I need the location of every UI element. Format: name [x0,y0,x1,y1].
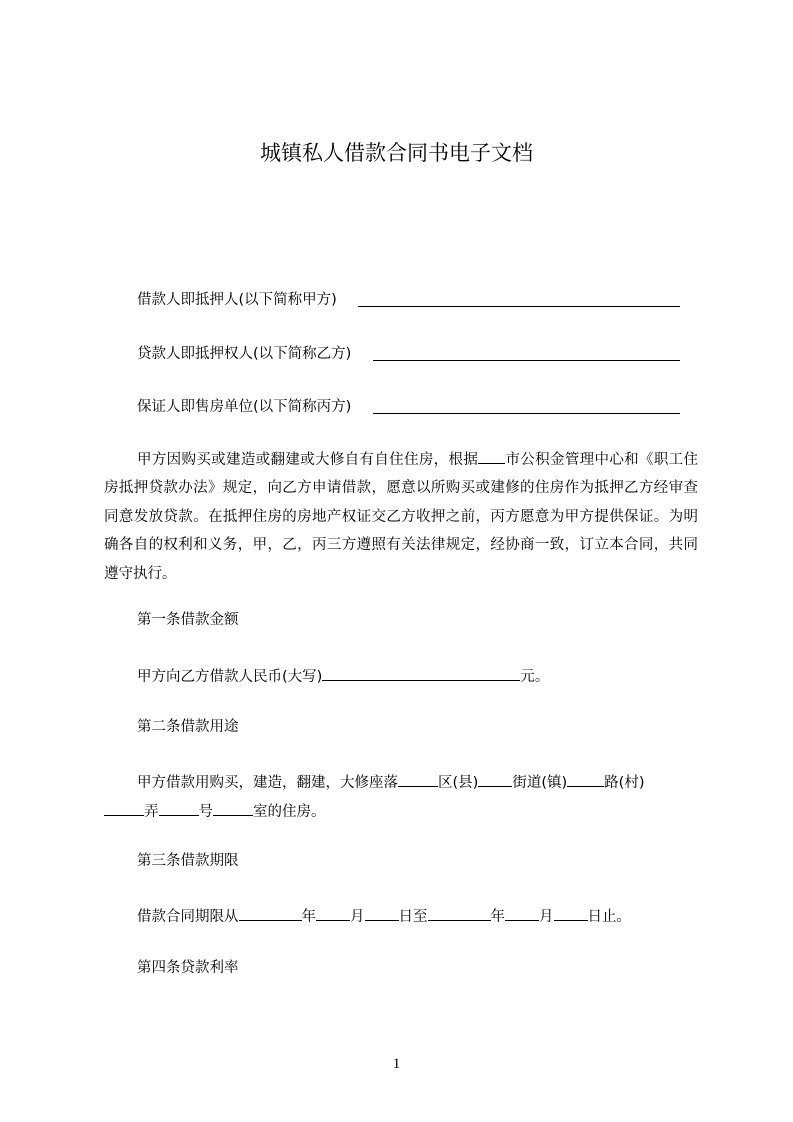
location-blank [398,773,438,787]
start-day-blank [365,907,399,921]
article4-heading: 第四条贷款利率 [137,960,239,976]
article3-heading: 第三条借款期限 [137,853,239,869]
road-label: 路(村) [604,775,645,791]
article1-text [137,667,549,685]
article2-line2 [104,802,326,820]
amount-blank [322,667,520,681]
end-month-label: 月 [539,909,554,925]
street-blank [567,773,604,787]
intro-paragraph [104,446,698,588]
intro-text-part2: 市公积金管理中心和《职工住房抵押贷款办法》规定，向乙方申请借款，愿意以所购买或建修的住房作为抵押乙方经审查同意发放贷款。在抵押住房的房地产权证交乙方收押之前，丙方愿意为甲方提供保证。为明确各自的权利和义务，甲，乙，丙三方遵照有关法律规定，经协商一致，订立本合同，共同遵守执行。 [104,452,699,582]
lane-blank [159,802,199,816]
article1-heading: 第一条借款金额 [137,612,239,628]
intro-city-blank [478,450,505,464]
article2-purpose-text: 甲方借款用购买，建造，翻建，大修座落 [137,775,398,791]
room-label: 室的住房。 [253,804,326,820]
guarantor-label: 保证人即售房单位(以下简称丙方) [137,399,352,415]
start-month-label: 月 [350,909,365,925]
end-day-label: 日止。 [587,909,631,925]
start-day-label: 日至 [398,909,428,925]
lane-label: 弄 [144,804,159,820]
district-blank [478,773,512,787]
end-year-label: 年 [490,909,505,925]
end-month-blank [505,907,539,921]
number-label: 号 [198,804,213,820]
article1-text-before: 甲方向乙方借款人民币(大写) [137,669,323,685]
article2-heading: 第二条借款用途 [137,719,239,735]
lender-label: 贷款人即抵押权人(以下简称乙方) [137,346,352,362]
lender-blank-line [373,360,680,361]
start-year-blank [239,907,302,921]
borrower-label: 借款人即抵押人(以下简称甲方) [137,292,337,308]
road-blank [104,802,144,816]
street-label: 街道(镇) [512,775,568,791]
end-year-blank [428,907,491,921]
article3-text [137,907,631,925]
guarantor-blank-line [373,413,680,414]
page-title: 城镇私人借款合同书电子文档 [260,141,533,165]
district-label: 区(县) [438,775,479,791]
term-text: 借款合同期限从 [137,909,239,925]
article2-line1 [137,773,644,791]
room-blank [213,802,253,816]
article1-text-after: 元。 [520,669,550,685]
page-number: 1 [392,1056,401,1072]
borrower-blank-line [358,306,680,307]
end-day-blank [554,907,588,921]
intro-text-part1: 甲方因购买或建造或翻建或大修自有自住住房，根据 [137,452,479,468]
start-month-blank [316,907,350,921]
start-year-label: 年 [301,909,316,925]
